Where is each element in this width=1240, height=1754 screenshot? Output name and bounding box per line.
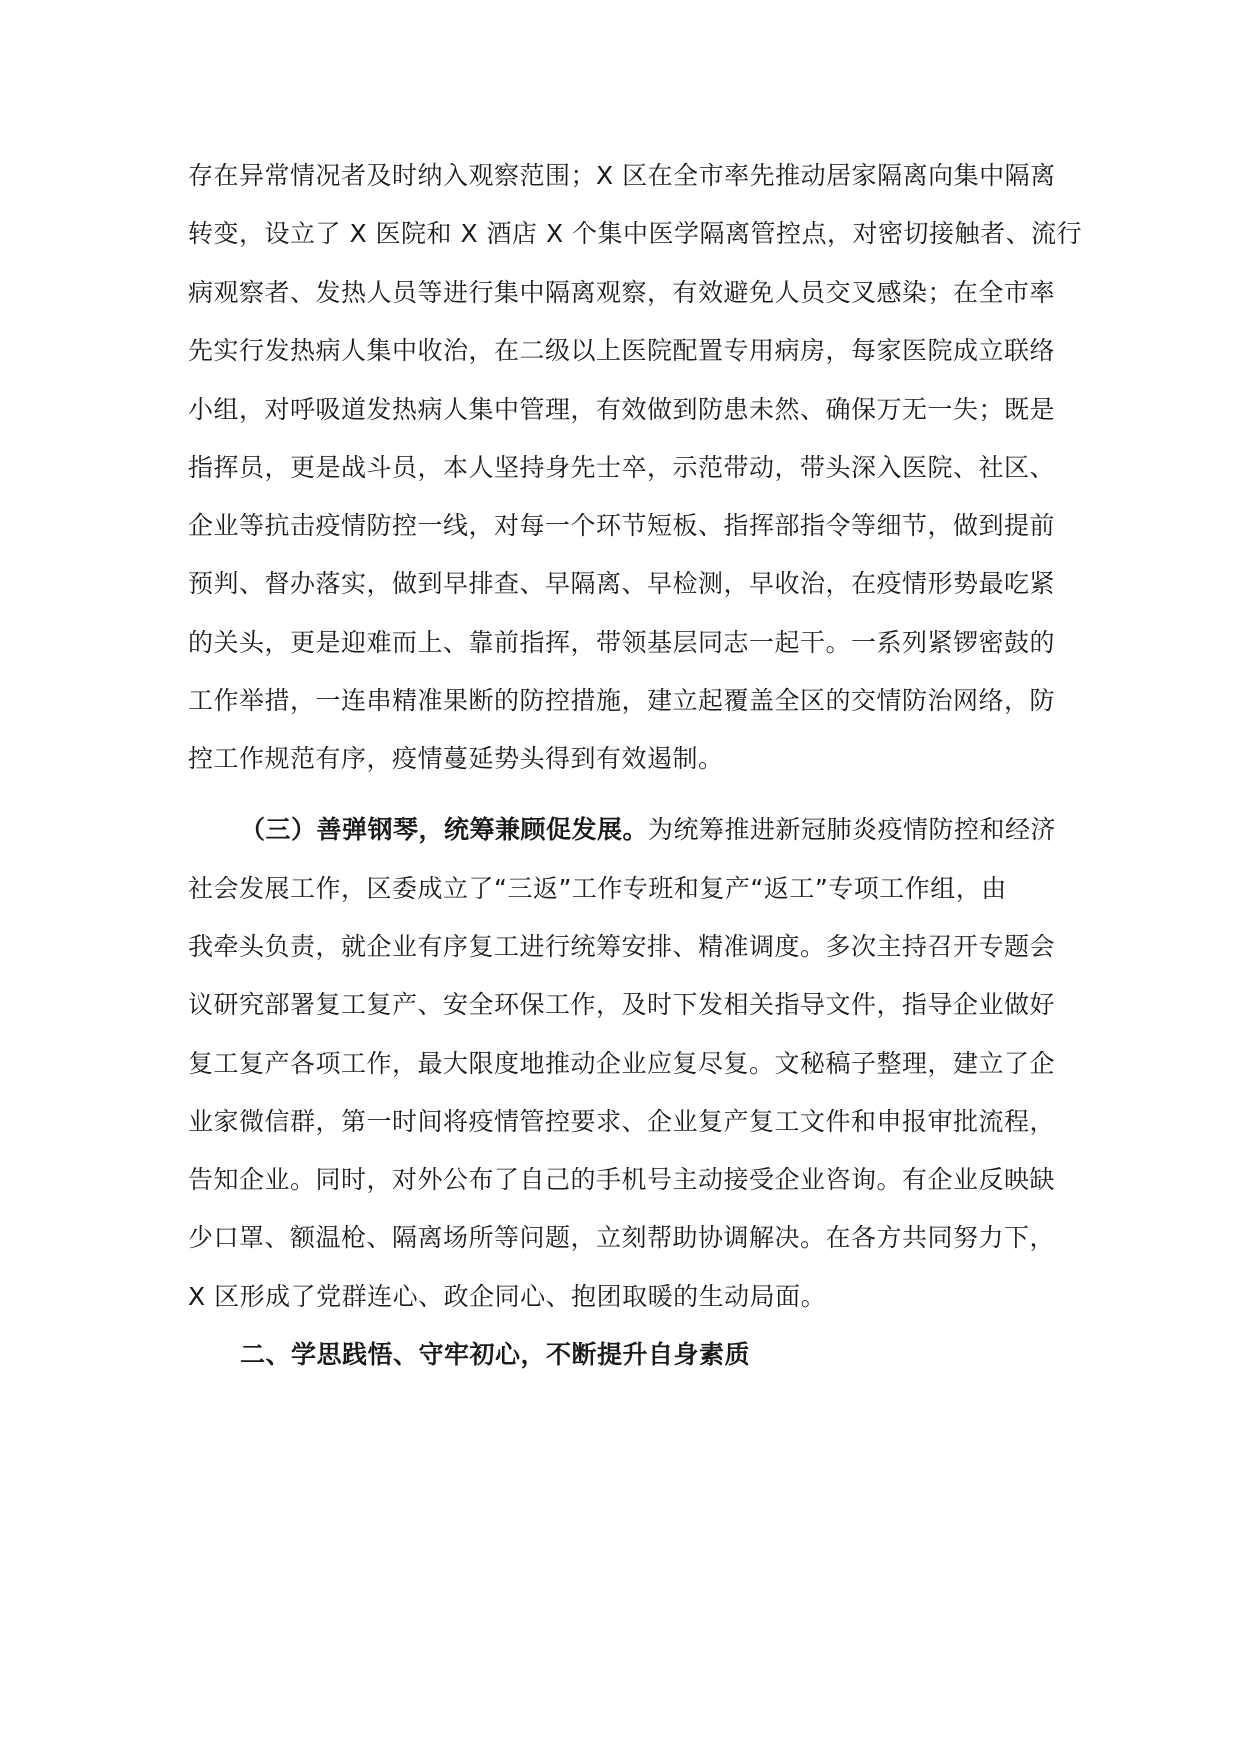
paragraph-line: 业家微信群，第一时间将疫情管控要求、企业复产复工文件和申报审批流程，	[188, 1107, 1056, 1136]
paragraph-text: 为统筹推进新冠肺炎疫情防控和经济	[648, 815, 1057, 844]
paragraph-line: 告知企业。同时，对外公布了自己的手机号主动接受企业咨询。有企业反映缺	[188, 1165, 1056, 1194]
section-heading: 二、学思践悟、守牢初心，不断提升自身素质	[240, 1340, 751, 1369]
paragraph-line: 企业等抗击疫情防控一线，对每一个环节短板、指挥部指令等细节，做到提前	[188, 511, 1056, 540]
paragraph-line: 控工作规范有序，疫情蔓延势头得到有效遏制。	[188, 744, 724, 773]
paragraph-line: 先实行发热病人集中收治，在二级以上医院配置专用病房，每家医院成立联络	[188, 336, 1056, 365]
paragraph-line: X 区形成了党群连心、政企同心、抱团取暖的生动局面。	[188, 1282, 827, 1311]
paragraph-line: 工作举措，一连串精准果断的防控措施，建立起覆盖全区的交情防治网络，防	[188, 686, 1056, 715]
paragraph-line: 社会发展工作，区委成立了“三返”工作专班和复产“返工”专项工作组，由	[188, 874, 1007, 903]
paragraph-line: 存在异常情况者及时纳入观察范围；X 区在全市率先推动居家隔离向集中隔离	[188, 161, 1056, 190]
paragraph-line: 的关头，更是迎难而上、靠前指挥，带领基层同志一起干。一系列紧锣密鼓的	[188, 628, 1056, 657]
paragraph-line: 我牵头负责，就企业有序复工进行统筹安排、精准调度。多次主持召开专题会	[188, 932, 1056, 961]
subsection-heading: （三）善弹钢琴，统筹兼顾促发展。	[240, 815, 649, 844]
paragraph-line: 预判、督办落实，做到早排查、早隔离、早检测，早收治，在疫情形势最吃紧	[188, 569, 1056, 598]
paragraph-line: 指挥员，更是战斗员，本人坚持身先士卒，示范带动，带头深入医院、社区、	[188, 453, 1056, 482]
paragraph-first-line	[240, 812, 1140, 848]
paragraph-line: 转变，设立了 X 医院和 X 酒店 X 个集中医学隔离管控点，对密切接触者、流行	[188, 219, 1083, 248]
paragraph-line: 议研究部署复工复产、安全环保工作，及时下发相关指导文件，指导企业做好	[188, 990, 1056, 1019]
paragraph-line: 少口罩、额温枪、隔离场所等问题，立刻帮助协调解决。在各方共同努力下，	[188, 1223, 1056, 1252]
paragraph-line: 病观察者、发热人员等进行集中隔离观察，有效避免人员交叉感染；在全市率	[188, 278, 1056, 307]
paragraph-line: 复工复产各项工作，最大限度地推动企业应复尽复。文秘稿子整理，建立了企	[188, 1049, 1056, 1078]
paragraph-line: 小组，对呼吸道发热病人集中管理，有效做到防患未然、确保万无一失；既是	[188, 395, 1056, 424]
